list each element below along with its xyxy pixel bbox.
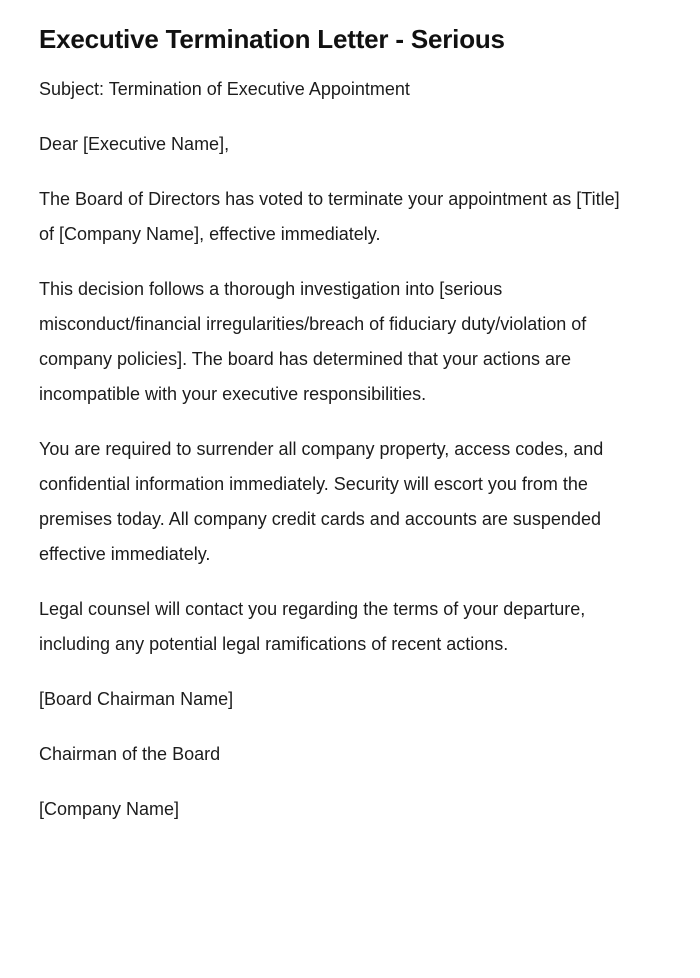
paragraph-salutation: Dear [Executive Name], xyxy=(39,134,230,154)
paragraph-termination-notice: The Board of Directors has voted to terminate your appointment as [Title] of [Company Name], effective immediately. xyxy=(39,189,620,244)
paragraph-property-surrender: You are required to surrender all company property, access codes, and confidential information immediately. Security will escort you from the premises today. All company credit cards and accounts are suspended effective immediately. xyxy=(39,439,604,564)
signature-chairman-name: [Board Chairman Name] xyxy=(39,689,234,709)
page-title: Executive Termination Letter - Serious xyxy=(39,24,505,54)
letter-body xyxy=(39,72,661,827)
paragraph-subject: Subject: Termination of Executive Appointment xyxy=(39,79,410,99)
signature-chairman-title: Chairman of the Board xyxy=(39,744,221,764)
paragraph-legal-counsel: Legal counsel will contact you regarding the terms of your departure, including any potential legal ramifications of recent actions. xyxy=(39,599,586,654)
paragraph-investigation-findings: This decision follows a thorough investigation into [serious misconduct/financial irregularities/breach of fiduciary duty/violation of company policies]. The board has determined that your actions are incompatible with your executive responsibilities. xyxy=(39,279,587,404)
signature-company-name: [Company Name] xyxy=(39,799,180,819)
